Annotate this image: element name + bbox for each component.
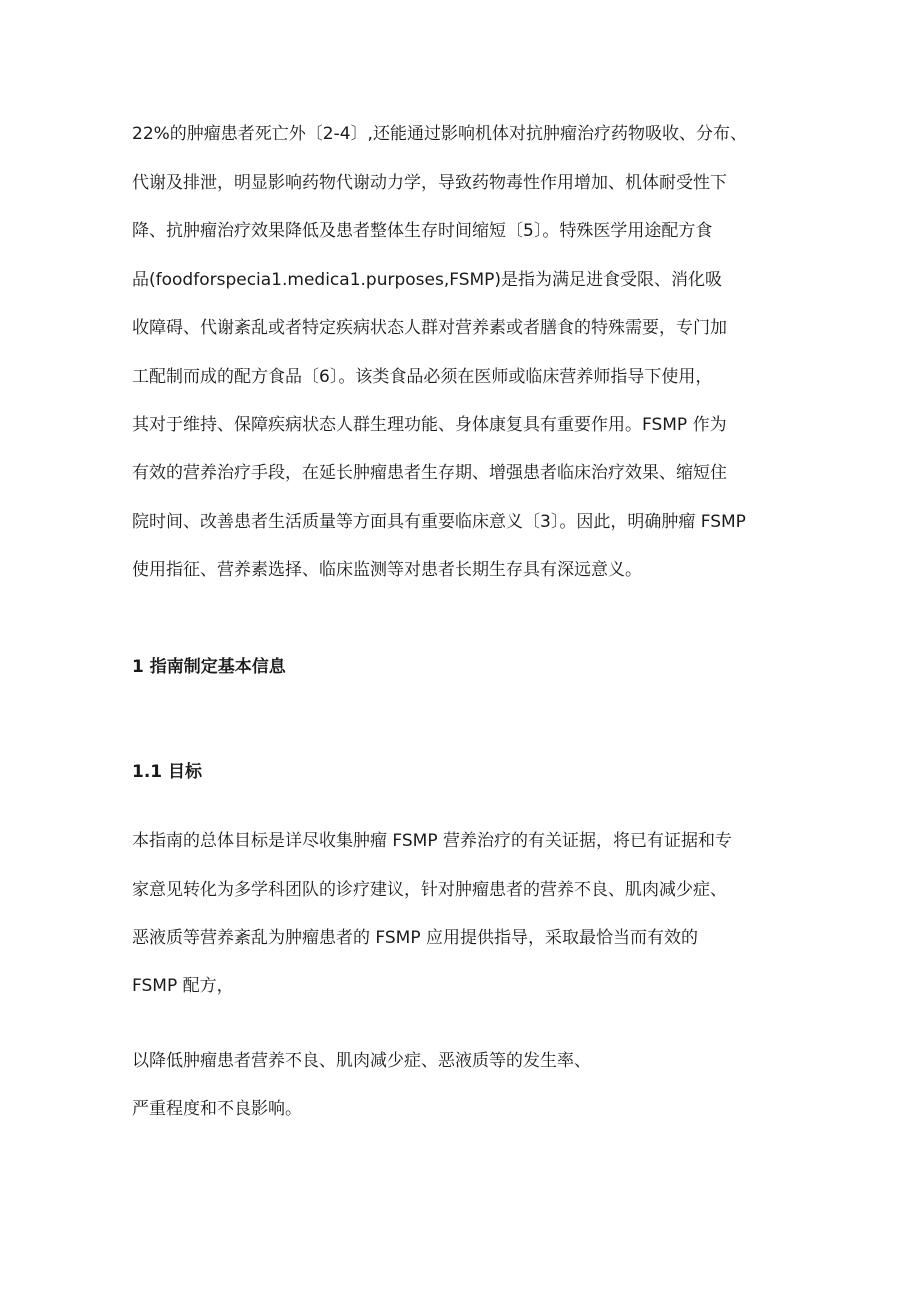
goal-line-3: 恶液质等营养紊乱为肿瘤患者的 FSMP 应用提供指导，采取最恰当而有效的 [132, 928, 698, 948]
intro-line-4: 品(foodforspecia1.medica1.purposes,FSMP)是指为满足进食受限、消化吸 [132, 270, 723, 290]
section-heading: 1 指南制定基本信息 [132, 657, 286, 677]
intro-line-1: 22%的肿瘤患者死亡外〔2-4〕,还能通过影响机体对抗肿瘤治疗药物吸收、分布、 [132, 124, 747, 144]
intro-line-5: 收障碍、代谢紊乱或者特定疾病状态人群对营养素或者膳食的特殊需要，专门加 [132, 318, 727, 338]
intro-line-7: 其对于维持、保障疾病状态人群生理功能、身体康复具有重要作用。FSMP 作为 [132, 415, 727, 435]
intro-line-9: 院时间、改善患者生活质量等方面具有重要临床意义〔3〕。因此，明确肿瘤 FSMP [132, 512, 746, 532]
goal-tail-line-2: 严重程度和不良影响。 [132, 1099, 302, 1119]
goal-line-4: FSMP 配方， [132, 976, 234, 996]
subsection-heading: 1.1 目标 [132, 762, 203, 782]
intro-line-6: 工配制而成的配方食品〔6〕。该类食品必须在医师或临床营养师指导下使用， [132, 367, 713, 387]
goal-tail-line-1: 以降低肿瘤患者营养不良、肌肉减少症、恶液质等的发生率、 [132, 1051, 591, 1071]
intro-line-8: 有效的营养治疗手段，在延长肿瘤患者生存期、增强患者临床治疗效果、缩短住 [132, 463, 727, 483]
intro-line-3: 降、抗肿瘤治疗效果降低及患者整体生存时间缩短〔5〕。特殊医学用途配方食 [132, 221, 713, 241]
intro-line-2: 代谢及排泄，明显影响药物代谢动力学，导致药物毒性作用增加、机体耐受性下 [132, 173, 727, 193]
goal-line-1: 本指南的总体目标是详尽收集肿瘤 FSMP 营养治疗的有关证据，将已有证据和专 [132, 831, 732, 851]
intro-line-10: 使用指征、营养素选择、临床监测等对患者长期生存具有深远意义。 [132, 560, 642, 580]
goal-line-2: 家意见转化为多学科团队的诊疗建议，针对肿瘤患者的营养不良、肌肉减少症、 [132, 880, 727, 900]
